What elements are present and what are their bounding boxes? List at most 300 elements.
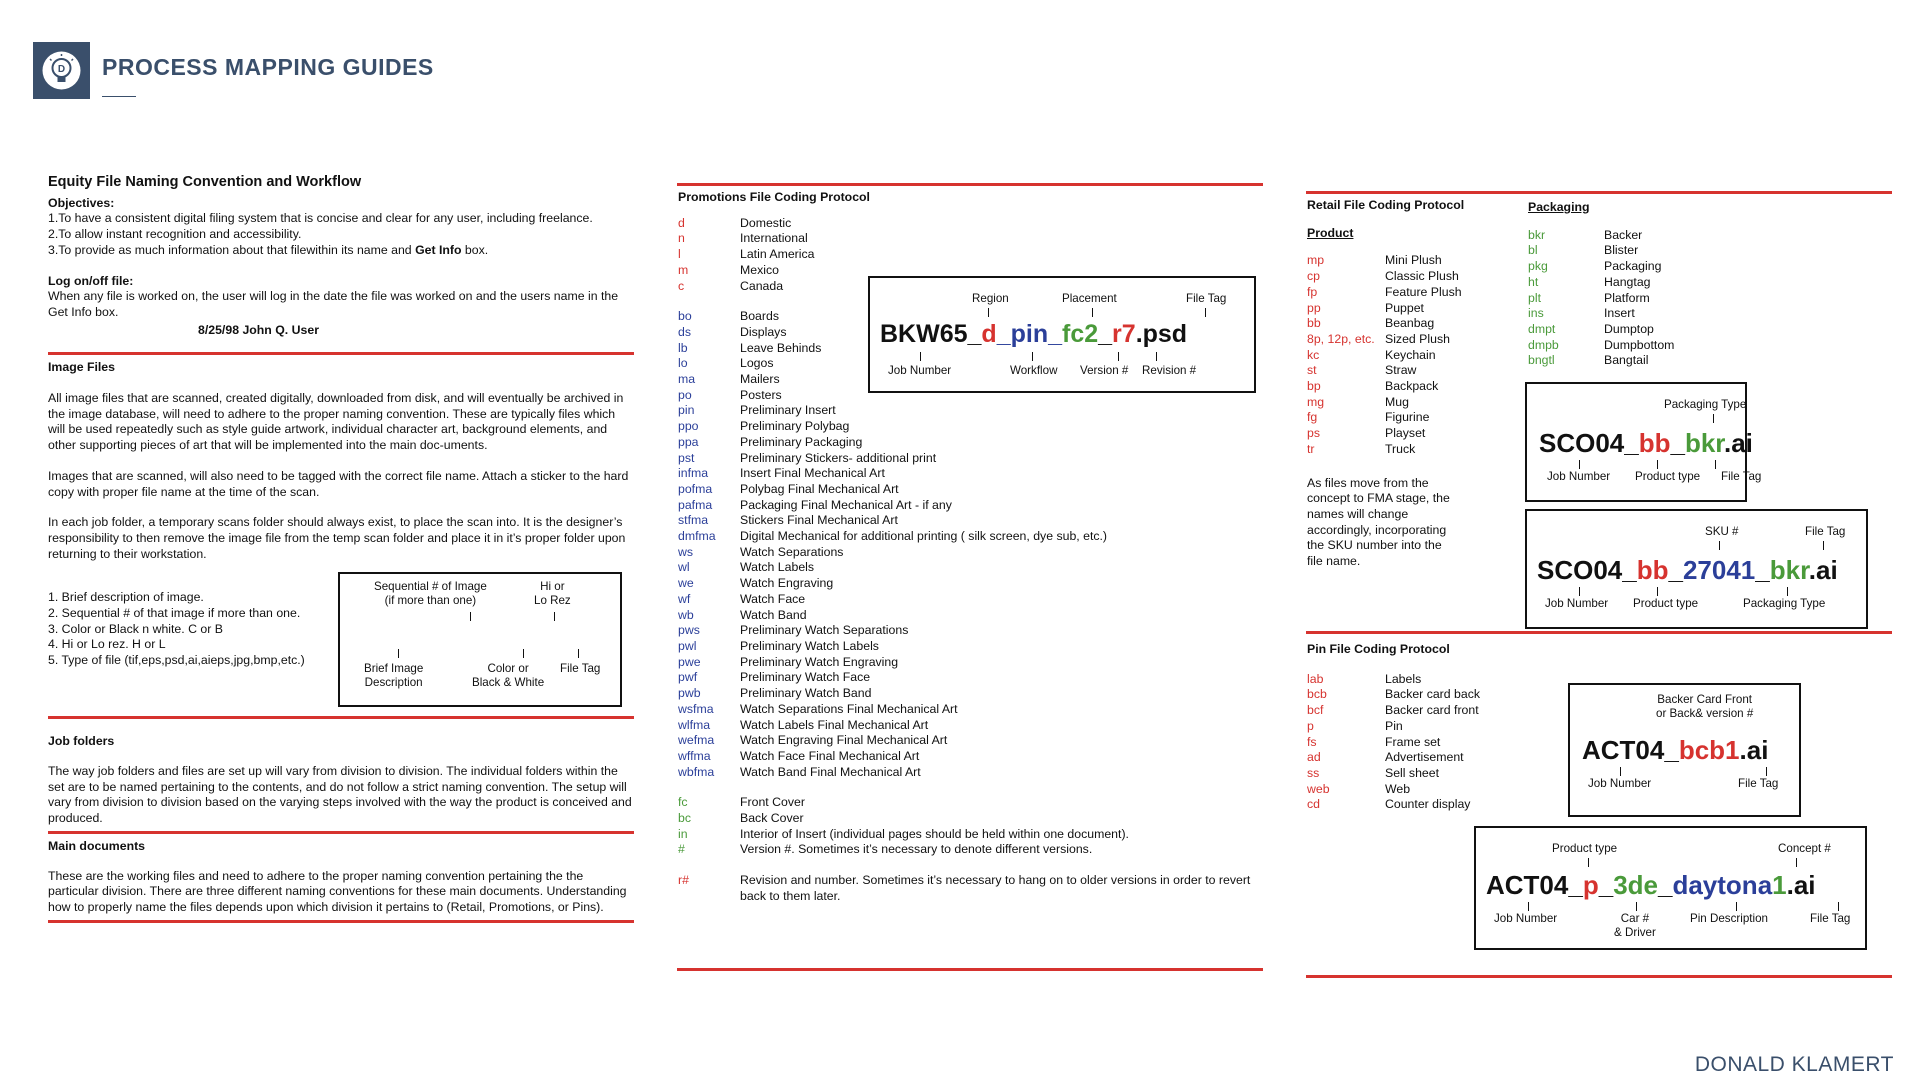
code-key: pwb <box>678 686 701 701</box>
label-product-type: Product type <box>1635 470 1701 483</box>
code-key: l <box>678 247 681 262</box>
code-value: Web <box>1385 781 1411 796</box>
label-file-tag: File Tag <box>560 662 601 676</box>
product-codes <box>1307 253 1557 457</box>
code-row <box>1307 797 1557 813</box>
divider <box>677 968 1263 971</box>
pin-codes <box>1307 672 1557 813</box>
code-value: Preliminary Polybag <box>740 419 850 434</box>
code-row <box>678 686 1263 702</box>
code-key: fc <box>678 795 688 810</box>
label-concept: Concept # <box>1778 842 1831 855</box>
code-value: Straw <box>1385 363 1417 378</box>
code-key: pws <box>678 623 700 638</box>
tick <box>1719 541 1720 550</box>
tick <box>1823 541 1824 550</box>
code-key: plt <box>1528 290 1541 305</box>
code-value: Backer card back <box>1385 687 1481 702</box>
code-row <box>678 435 1263 451</box>
code-value: Playset <box>1385 426 1426 441</box>
code-value: Preliminary Insert <box>740 403 836 418</box>
code-row <box>678 560 1263 576</box>
tick <box>1528 902 1529 911</box>
code-key: pwe <box>678 654 701 669</box>
tick <box>1657 587 1658 596</box>
image-paragraph-1: All image files that are scanned, created digitally, downloaded from disk, and will eventually be archived in the image database, will need to adhere to the proper naming convention. These are typically files which will be used repeatedly such as style guide artwork, individual character art, background elements, and other supporting pieces of art that will be implemented into the main doc-uments. <box>48 391 624 453</box>
code-value: Beanbag <box>1385 316 1435 331</box>
code-row <box>1307 363 1557 379</box>
divider <box>1306 631 1892 634</box>
code-key: wb <box>678 607 694 622</box>
code-key: c <box>678 278 685 293</box>
packaging-codes <box>1528 228 1758 369</box>
label-file-tag: File Tag <box>1738 777 1779 790</box>
promotions-heading: Promotions File Coding Protocol <box>678 190 870 204</box>
code-key: pp <box>1307 300 1321 315</box>
code-value: Insert Final Mechanical Art <box>740 466 885 481</box>
tick <box>1715 460 1716 469</box>
tick <box>1579 587 1580 596</box>
code-value: Packaging <box>1604 259 1662 274</box>
label-placement: Placement <box>1062 292 1117 305</box>
code-row <box>678 702 1263 718</box>
code-value: Watch Band Final Mechanical Art <box>740 764 921 779</box>
label-job-number: Job Number <box>1588 777 1652 790</box>
pin-sample-filename-2: ACT04_p_3de_daytona1.ai <box>1486 870 1816 900</box>
code-row <box>678 842 1263 858</box>
code-row <box>1307 269 1557 285</box>
pin-example-2 <box>1474 826 1867 950</box>
code-row <box>678 513 1263 529</box>
code-value: Feature Plush <box>1385 284 1462 299</box>
code-value: Preliminary Watch Band <box>740 686 872 701</box>
code-row <box>1307 735 1557 751</box>
image-naming-list <box>48 590 305 669</box>
code-value: Dumptop <box>1604 321 1654 336</box>
code-row <box>1307 442 1557 458</box>
tick <box>1032 352 1033 361</box>
code-key: st <box>1307 363 1317 378</box>
code-value: Watch Separations <box>740 544 844 559</box>
code-row <box>678 749 1263 765</box>
pin-sample-filename-1: ACT04_bcb1.ai <box>1582 735 1769 765</box>
code-row <box>1307 719 1557 735</box>
code-key: wffma <box>678 748 711 763</box>
code-value: Backer <box>1604 227 1643 242</box>
code-value: Latin America <box>740 247 815 262</box>
list-item: 1. Brief description of image. <box>48 590 204 605</box>
code-key: lab <box>1307 671 1324 686</box>
objective-1: 1.To have a consistent digital filing system that is concise and clear for any user, including freelance. <box>48 211 593 226</box>
image-files-heading: Image Files <box>48 360 115 375</box>
code-value: Back Cover <box>740 811 804 826</box>
code-row <box>1307 395 1557 411</box>
code-row <box>678 811 1263 827</box>
code-value: Keychain <box>1385 347 1436 362</box>
code-value: Backer card front <box>1385 703 1479 718</box>
code-row <box>1307 766 1557 782</box>
code-row <box>1528 306 1758 322</box>
code-row <box>678 466 1263 482</box>
code-value: Front Cover <box>740 795 805 810</box>
code-key: bkr <box>1528 227 1546 242</box>
code-key: bb <box>1307 316 1321 331</box>
divider <box>1306 975 1892 978</box>
code-key: n <box>678 231 685 246</box>
author-name: DONALD KLAMERT <box>1694 1053 1894 1076</box>
logon-example: 8/25/98 John Q. User <box>198 322 319 337</box>
code-value: Hangtag <box>1604 274 1651 289</box>
code-row <box>678 765 1263 781</box>
image-paragraph-3: In each job folder, a temporary scans folder should always exist, to place the scan into. It is the designer’s responsibility to then remove the image file from the temp scan folder and place it in it’s proper folder upon returning to their workstation. <box>48 515 626 561</box>
code-value: International <box>740 231 808 246</box>
code-row <box>678 592 1263 608</box>
retail-note: As files move from the concept to FMA stage, the names will change accordingly, incorporating the SKU number into the file name. <box>1307 475 1450 569</box>
code-value: Sell sheet <box>1385 765 1440 780</box>
tick <box>1713 414 1714 423</box>
code-row <box>1528 338 1758 354</box>
label-job-number: Job Number <box>1547 470 1611 483</box>
code-value: Watch Engraving Final Mechanical Art <box>740 733 948 748</box>
label-workflow: Workflow <box>1010 364 1058 377</box>
code-row <box>678 419 1263 435</box>
code-value: Backpack <box>1385 379 1439 394</box>
code-value: Watch Face <box>740 591 806 606</box>
code-value: Preliminary Watch Face <box>740 670 871 685</box>
code-value: Pin <box>1385 718 1403 733</box>
code-value: Truck <box>1385 441 1416 456</box>
code-value: Polybag Final Mechanical Art <box>740 481 899 496</box>
label-sequential: Sequential # of Image (if more than one) <box>374 580 487 608</box>
code-key: lo <box>678 356 688 371</box>
code-value: Platform <box>1604 290 1650 305</box>
code-key: ma <box>678 372 696 387</box>
objective-2: 2.To allow instant recognition and accessibility. <box>48 227 302 242</box>
code-key: wbfma <box>678 764 715 779</box>
tick <box>523 649 524 658</box>
code-key: cp <box>1307 269 1320 284</box>
code-value: Mexico <box>740 262 779 277</box>
tick <box>1787 587 1788 596</box>
code-row <box>678 733 1263 749</box>
code-key: infma <box>678 466 709 481</box>
code-key: 8p, 12p, etc. <box>1307 331 1375 346</box>
label-pin-description: Pin Description <box>1690 912 1768 925</box>
retail-example-2 <box>1525 509 1868 629</box>
code-key: ds <box>678 324 691 339</box>
code-key: p <box>1307 718 1314 733</box>
code-key: pst <box>678 450 695 465</box>
code-row <box>1307 750 1557 766</box>
code-key: web <box>1307 781 1330 796</box>
code-row <box>678 639 1263 655</box>
code-key: fg <box>1307 410 1318 425</box>
promotions-example <box>868 276 1256 393</box>
retail-column <box>1307 198 1557 582</box>
label-product-type: Product type <box>1552 842 1618 855</box>
label-packaging-type: Packaging Type <box>1664 398 1747 411</box>
code-value: Domestic <box>740 215 792 230</box>
code-row <box>1307 285 1557 301</box>
retail-sample-filename-1: SCO04_bb_bkr.ai <box>1539 428 1753 458</box>
label-hilo: Hi or Lo Rez <box>534 580 571 608</box>
label-backer-card: Backer Card Front or Back& version # <box>1656 693 1754 720</box>
label-file-tag: File Tag <box>1810 912 1851 925</box>
code-row <box>678 670 1263 686</box>
code-value: Watch Labels <box>740 560 815 575</box>
list-item: 5. Type of file (tif,eps,psd,ai,aieps,jpg,bmp,etc.) <box>48 653 305 668</box>
code-key: bc <box>678 811 691 826</box>
code-key: bngtl <box>1528 353 1555 368</box>
code-row <box>678 718 1263 734</box>
tick <box>1657 460 1658 469</box>
code-key: ss <box>1307 765 1320 780</box>
tick <box>554 612 555 621</box>
code-key: wl <box>678 560 690 575</box>
pin-heading: Pin File Coding Protocol <box>1307 642 1450 656</box>
code-value: Mailers <box>740 372 780 387</box>
code-row <box>678 403 1263 419</box>
pin-column <box>1307 642 1557 813</box>
code-row <box>1307 379 1557 395</box>
tick <box>1636 902 1637 911</box>
code-value: Leave Behinds <box>740 340 822 355</box>
code-key: # <box>678 842 685 857</box>
tick <box>1736 902 1737 911</box>
label-car-driver: Car # & Driver <box>1614 912 1656 939</box>
workflow-codes <box>678 795 1263 858</box>
code-value: Bangtail <box>1604 353 1649 368</box>
label-packaging-type: Packaging Type <box>1743 597 1826 610</box>
equity-title: Equity File Naming Convention and Workflow <box>48 174 362 190</box>
label-file-tag: File Tag <box>1721 470 1762 483</box>
code-key: tr <box>1307 441 1315 456</box>
code-key: ws <box>678 544 694 559</box>
code-key: wf <box>678 591 691 606</box>
code-key: in <box>678 826 688 841</box>
objectives-heading: Objectives: <box>48 195 115 210</box>
tick <box>1838 902 1839 911</box>
code-value: Canada <box>740 278 784 293</box>
code-row <box>1528 275 1758 291</box>
code-key: pwf <box>678 670 698 685</box>
code-row <box>1528 291 1758 307</box>
code-value: Classic Plush <box>1385 269 1459 284</box>
label-region: Region <box>972 292 1009 305</box>
code-row <box>1307 672 1557 688</box>
tick <box>578 649 579 658</box>
code-key: fs <box>1307 734 1317 749</box>
code-value: Puppet <box>1385 300 1424 315</box>
code-value: Version #. Sometimes it’s necessary to denote different versions. <box>740 842 1093 857</box>
code-value: Watch Labels Final Mechanical Art <box>740 717 929 732</box>
label-sku: SKU # <box>1705 525 1739 538</box>
code-key: ppo <box>678 419 699 434</box>
code-value: Mini Plush <box>1385 253 1442 268</box>
tick <box>1766 767 1767 776</box>
code-value: Posters <box>740 387 782 402</box>
code-key: ins <box>1528 306 1544 321</box>
tick <box>988 308 989 317</box>
code-key: dmfma <box>678 529 716 544</box>
code-key: wlfma <box>678 717 711 732</box>
code-key: d <box>678 215 685 230</box>
tick <box>398 649 399 658</box>
code-row <box>1307 253 1557 269</box>
tick <box>1579 460 1580 469</box>
code-row <box>678 451 1263 467</box>
code-row <box>1528 353 1758 369</box>
code-row <box>678 529 1263 545</box>
main-documents-text: These are the working files and need to adhere to the proper naming convention pertaining the the particular division. There are three different naming conventions for these main documents. Understanding how to properly name the files depends upon which division it pertains to (Retail, Promotions, or Pins). <box>48 868 627 914</box>
code-key: ad <box>1307 750 1321 765</box>
code-key: dmpb <box>1528 337 1559 352</box>
code-value: Preliminary Watch Separations <box>740 623 909 638</box>
label-file-tag: File Tag <box>1186 292 1227 305</box>
code-key: pafma <box>678 497 713 512</box>
code-row <box>678 623 1263 639</box>
code-value: Stickers Final Mechanical Art <box>740 513 898 528</box>
code-key: bcb <box>1307 687 1327 702</box>
code-value: Blister <box>1604 243 1639 258</box>
code-row <box>1307 782 1557 798</box>
code-row <box>678 545 1263 561</box>
code-row <box>678 231 1263 247</box>
lightbulb-d-icon <box>33 42 90 99</box>
code-key: dmpt <box>1528 321 1556 336</box>
code-value: Watch Separations Final Mechanical Art <box>740 701 958 716</box>
code-value: Preliminary Stickers- additional print <box>740 450 937 465</box>
code-value: Watch Engraving <box>740 576 834 591</box>
tick <box>470 612 471 621</box>
code-row <box>678 498 1263 514</box>
code-key: wsfma <box>678 701 714 716</box>
list-item: 4. Hi or Lo rez. H or L <box>48 637 166 652</box>
divider <box>48 831 634 834</box>
code-key: pofma <box>678 481 713 496</box>
code-row <box>1307 301 1557 317</box>
code-key: kc <box>1307 347 1320 362</box>
tick <box>1620 767 1621 776</box>
brand-title: PROCESS MAPPING GUIDES <box>102 54 434 80</box>
label-job-number: Job Number <box>888 364 952 377</box>
code-value: Labels <box>1385 671 1422 686</box>
code-value: Mug <box>1385 394 1409 409</box>
label-job-number: Job Number <box>1494 912 1558 925</box>
code-value: Figurine <box>1385 410 1430 425</box>
label-job-number: Job Number <box>1545 597 1609 610</box>
code-value: Dumpbottom <box>1604 337 1675 352</box>
pin-example-1 <box>1568 683 1801 817</box>
code-key: bcf <box>1307 703 1324 718</box>
code-value: Digital Mechanical for additional printing ( silk screen, dye sub, etc.) <box>740 529 1108 544</box>
code-row <box>678 247 1263 263</box>
code-row <box>1528 243 1758 259</box>
code-value: Preliminary Packaging <box>740 434 863 449</box>
code-key: stfma <box>678 513 709 528</box>
code-row <box>1307 316 1557 332</box>
code-row <box>678 827 1263 843</box>
divider <box>48 716 634 719</box>
code-value: Frame set <box>1385 734 1441 749</box>
code-value: Advertisement <box>1385 750 1464 765</box>
code-row <box>1528 322 1758 338</box>
code-value: Displays <box>740 324 787 339</box>
code-key: m <box>678 262 689 277</box>
label-file-tag: File Tag <box>1805 525 1846 538</box>
code-row <box>1307 332 1557 348</box>
revision-code: r# Revision and number. Sometimes it’s necessary to hang on to older versions in order to revert back to them later. <box>678 873 1251 903</box>
code-key: ppa <box>678 434 699 449</box>
tick <box>1156 352 1157 361</box>
code-row <box>1307 426 1557 442</box>
code-row <box>678 608 1263 624</box>
divider <box>48 920 634 923</box>
code-row <box>678 655 1263 671</box>
label-color: Color or Black & White <box>472 662 545 690</box>
code-row <box>1307 703 1557 719</box>
logon-text: When any file is worked on, the user will log in the date the file was worked on and the users name in the Get Info box. <box>48 289 619 319</box>
code-key: pwl <box>678 638 697 653</box>
divider <box>48 352 634 355</box>
code-value: Watch Band <box>740 607 807 622</box>
objective-3: 3.To provide as much information about that filewithin its name and Get Info box. <box>48 242 489 257</box>
code-row <box>1307 348 1557 364</box>
code-key: po <box>678 387 692 402</box>
label-description: Brief Image Description <box>364 662 424 690</box>
tick <box>1092 308 1093 317</box>
code-value: Interior of Insert (individual pages should be held within one document). <box>740 826 1129 841</box>
code-key: pin <box>678 403 695 418</box>
code-value: Counter display <box>1385 797 1471 812</box>
code-row <box>1528 259 1758 275</box>
code-row <box>1307 687 1557 703</box>
packaging-section <box>1528 200 1758 369</box>
code-key: ps <box>1307 426 1320 441</box>
retail-heading: Retail File Coding Protocol <box>1307 198 1465 212</box>
code-key: bo <box>678 309 692 324</box>
product-heading: Product <box>1307 225 1354 240</box>
logo <box>33 42 90 99</box>
code-row <box>678 216 1263 232</box>
code-key: pkg <box>1528 259 1548 274</box>
brand-rule <box>102 96 136 97</box>
job-folders-text: The way job folders and files are set up will vary from division to division. The individual folders within the set are to be named pertaining to the contents, and do not follow a strict naming convention. The setup will vary from division to division based on the varying steps involved with the way the product is conceived and produced. <box>48 764 632 826</box>
divider <box>1306 191 1892 194</box>
code-key: ht <box>1528 274 1539 289</box>
code-value: Insert <box>1604 306 1635 321</box>
retail-sample-filename-2: SCO04_bb_27041_bkr.ai <box>1537 555 1838 585</box>
code-row <box>678 482 1263 498</box>
code-row <box>678 795 1263 811</box>
code-row <box>1528 228 1758 244</box>
label-revision: Revision # <box>1142 364 1197 377</box>
tick <box>1796 858 1797 867</box>
code-row <box>678 576 1263 592</box>
tick <box>920 352 921 361</box>
code-key: bl <box>1528 243 1538 258</box>
tick <box>1588 858 1589 867</box>
code-row <box>1307 410 1557 426</box>
code-key: bp <box>1307 379 1321 394</box>
label-product-type: Product type <box>1633 597 1699 610</box>
code-value: Logos <box>740 356 774 371</box>
code-value: Watch Face Final Mechanical Art <box>740 748 920 763</box>
code-key: cd <box>1307 797 1320 812</box>
code-value: Boards <box>740 309 779 324</box>
code-key: we <box>678 576 694 591</box>
job-folders-heading: Job folders <box>48 734 115 749</box>
